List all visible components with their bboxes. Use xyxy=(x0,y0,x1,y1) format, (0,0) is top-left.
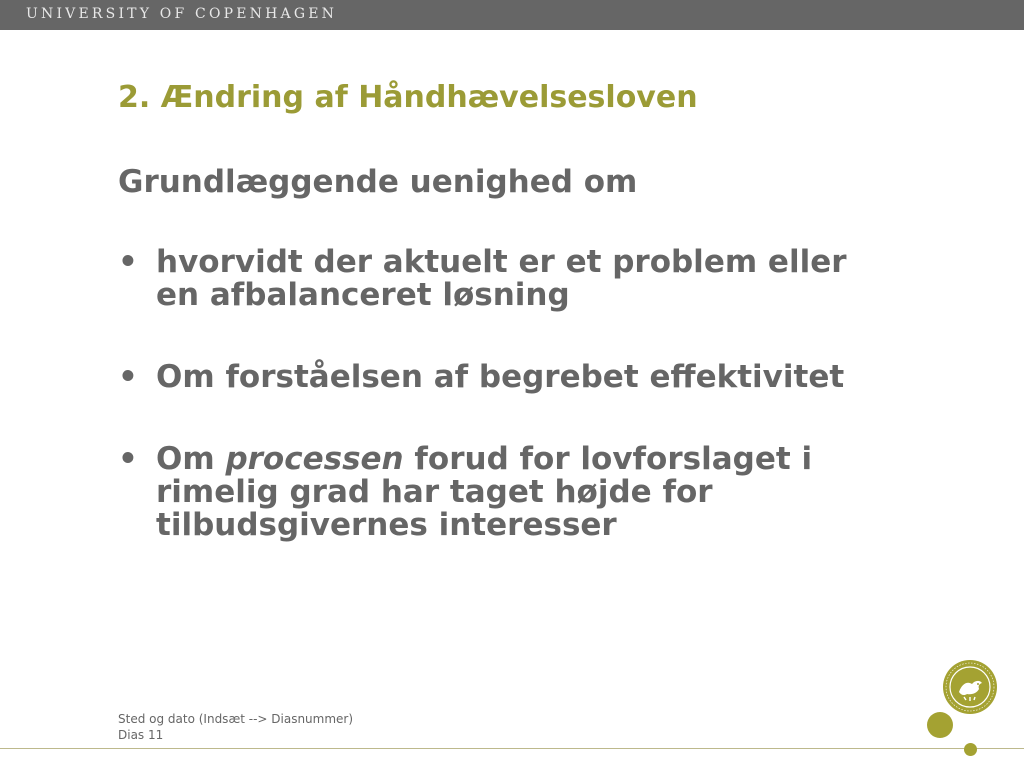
bullet-list xyxy=(118,246,878,591)
bullet-text-post: forud for lovforslaget i rimelig grad har taget højde for tilbudsgivernes interesser xyxy=(156,441,813,543)
bullet-item xyxy=(118,361,878,394)
bullet-icon: • xyxy=(118,244,138,280)
university-seal-icon xyxy=(942,659,998,715)
footer-slide-number: Dias 11 xyxy=(118,728,164,742)
slide-title: 2. Ændring af Håndhævelsesloven xyxy=(118,80,698,115)
footer-place-date: Sted og dato (Indsæt --> Diasnummer) xyxy=(118,712,354,726)
accent-dot-large xyxy=(927,712,953,738)
footer xyxy=(118,711,353,743)
bullet-text: hvorvidt der aktuelt er et problem eller en afbalanceret løsning xyxy=(156,244,847,313)
bullet-text-italic: processen xyxy=(225,441,404,477)
bullet-item xyxy=(118,246,878,312)
university-name: UNIVERSITY OF COPENHAGEN xyxy=(26,6,338,22)
bullet-text: Om forståelsen af begrebet effektivitet xyxy=(156,359,845,395)
slide-intro: Grundlæggende uenighed om xyxy=(118,164,638,200)
bullet-item xyxy=(118,443,878,542)
footer-divider xyxy=(0,748,1024,749)
accent-dot-small xyxy=(964,743,977,756)
header-bar xyxy=(0,0,1024,30)
bullet-text-pre: Om xyxy=(156,441,226,477)
bullet-icon: • xyxy=(118,359,138,395)
bullet-icon: • xyxy=(118,441,138,477)
